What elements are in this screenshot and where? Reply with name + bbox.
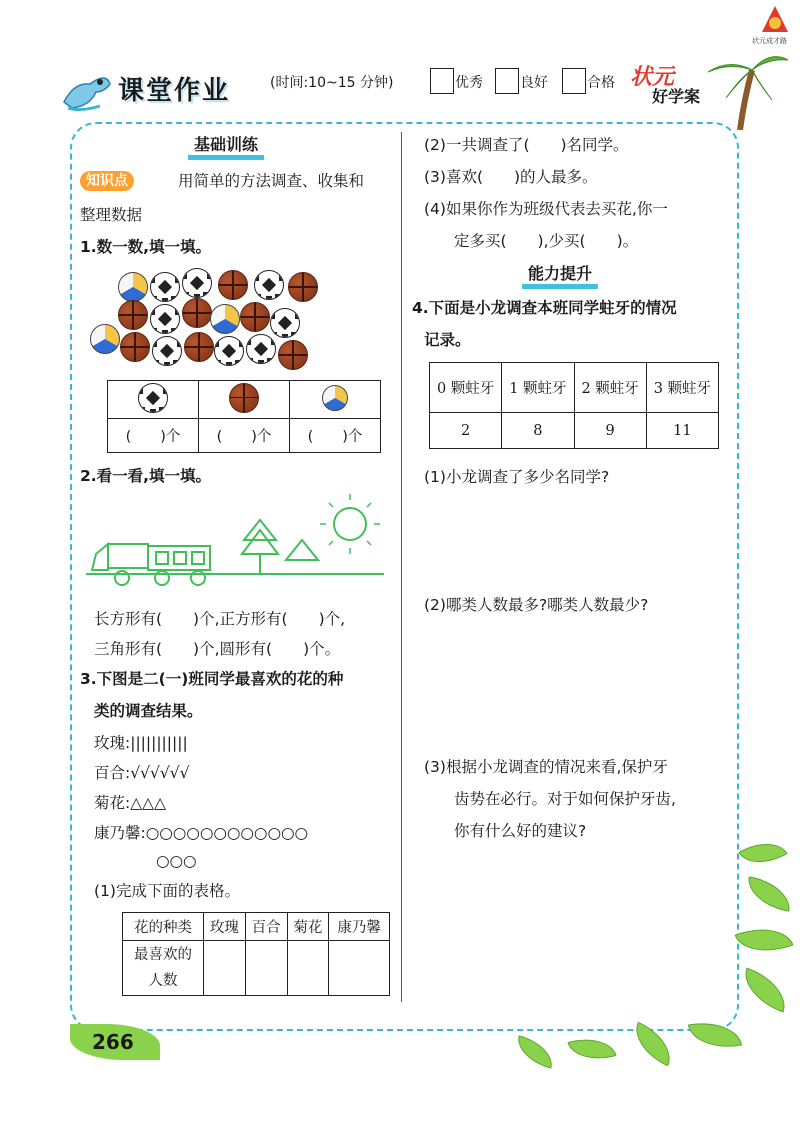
table-header-cell: 花的种类 (123, 913, 204, 941)
table-header-cell: 玫瑰 (204, 913, 246, 941)
leaf-icon (736, 967, 793, 1012)
table-header-cell: 2 颗蛀牙 (574, 363, 646, 413)
q3-title-line2: 类的调查结果。 (94, 702, 203, 720)
leaf-icon (738, 831, 787, 875)
answer-cell-carnation[interactable] (329, 941, 390, 996)
basketball-icon (182, 298, 212, 328)
soccer-ball-icon (150, 272, 180, 302)
answer-cell-lily[interactable] (245, 941, 287, 996)
q1-title: 1.数一数,填一填。 (80, 238, 212, 256)
q3-sub1: (1)完成下面的表格。 (94, 882, 240, 900)
table-value-cell: 8 (502, 413, 574, 449)
volleyball-icon (118, 272, 148, 302)
carnation-tally-line1: 康乃馨:○○○○○○○○○○○○ (94, 824, 309, 842)
section-title-basic: 基础训练 (188, 135, 264, 160)
carnation-tally-line2: ○○○ (156, 852, 197, 870)
grade-label-excellent: 优秀 (455, 75, 483, 91)
table-header-cell: 0 颗蛀牙 (430, 363, 502, 413)
brand-name: 状元 (630, 65, 675, 90)
truck-scene-drawing (86, 492, 386, 602)
table-row-label (123, 941, 204, 996)
worksheet-title: 课堂作业 (118, 76, 231, 106)
q4-sub3-line2: 齿势在必行。对于如何保护牙齿, (454, 790, 676, 808)
time-note: (时间:10~15 分钟) (270, 75, 394, 91)
q3-sub3: (3)喜欢( )的人最多。 (424, 168, 598, 186)
q3-sub4-line1: (4)如果你作为班级代表去买花,你一 (424, 200, 668, 218)
lily-tally: 百合:√√√√√√ (94, 764, 190, 782)
row-label-line2: 人数 (148, 973, 178, 989)
soccer-ball-icon (150, 304, 180, 334)
count-cell-volleyball[interactable]: ( )个 (290, 419, 381, 453)
leaf-icon (513, 1035, 558, 1069)
leaf-icon (744, 876, 794, 912)
soccer-ball-icon (246, 334, 276, 364)
table-cell (108, 381, 199, 419)
grade-box-excellent[interactable] (430, 68, 454, 94)
soccer-ball-icon (138, 383, 168, 413)
count-cell-soccer[interactable]: ( )个 (108, 419, 199, 453)
publisher-logo-icon (760, 4, 790, 34)
q3-title-line1: 3.下图是二(一)班同学最喜欢的花的种 (80, 670, 344, 688)
row-label-line1: 最喜欢的 (134, 947, 192, 963)
chrysanthemum-tally: 菊花:△△△ (94, 794, 166, 812)
table-header-cell: 1 颗蛀牙 (502, 363, 574, 413)
page-number: 266 (92, 1030, 134, 1054)
table-header-cell: 百合 (245, 913, 287, 941)
basketball-icon (120, 332, 150, 362)
table-header-cell: 康乃馨 (329, 913, 390, 941)
volleyball-icon (210, 304, 240, 334)
rose-tally: 玫瑰:||||||||||| (94, 734, 188, 752)
q4-sub3-line1: (3)根据小龙调查的情况来看,保护牙 (424, 758, 668, 776)
dragon-mascot-icon (60, 62, 116, 114)
answer-cell-chrysanthemum[interactable] (287, 941, 329, 996)
table-value-cell: 11 (646, 413, 718, 449)
q4-sub1: (1)小龙调查了多少名同学? (424, 468, 610, 486)
section-title-advanced: 能力提升 (522, 264, 598, 289)
grade-box-good[interactable] (495, 68, 519, 94)
column-divider (401, 132, 402, 1002)
knowledge-point (80, 170, 134, 190)
q4-sub2: (2)哪类人数最多?哪类人数最少? (424, 596, 649, 614)
basketball-icon (218, 270, 248, 300)
q2-title: 2.看一看,填一填。 (80, 467, 212, 485)
flower-table (122, 912, 390, 996)
q3-sub2: (2)一共调查了( )名同学。 (424, 136, 629, 154)
answer-area-q4-3[interactable] (424, 850, 724, 1000)
soccer-ball-icon (254, 270, 284, 300)
grade-label-pass: 合格 (587, 75, 615, 91)
leaf-icon (567, 1031, 616, 1068)
brand-subtitle: 好学案 (652, 87, 701, 106)
basketball-icon (278, 340, 308, 370)
soccer-ball-icon (152, 336, 182, 366)
knowledge-text-line1: 用简单的方法调查、收集和 (178, 172, 365, 190)
answer-area-q4-1[interactable] (424, 492, 724, 588)
basketball-icon (229, 383, 259, 413)
answer-area-q4-2[interactable] (424, 620, 724, 750)
table-value-cell: 9 (574, 413, 646, 449)
q3-sub4-line2: 定多买( ),少买( )。 (454, 232, 639, 250)
q4-title-line2: 记录。 (424, 331, 471, 349)
soccer-ball-icon (214, 336, 244, 366)
q2-line2: 三角形有( )个,圆形有( )个。 (94, 640, 341, 658)
basketball-icon (288, 272, 318, 302)
grade-label-good: 良好 (520, 75, 548, 91)
table-header-cell: 菊花 (287, 913, 329, 941)
volleyball-icon (322, 385, 348, 411)
knowledge-text-line2: 整理数据 (80, 206, 143, 224)
ball-count-table (107, 380, 381, 453)
answer-cell-rose[interactable] (204, 941, 246, 996)
soccer-ball-icon (270, 308, 300, 338)
cavity-table (429, 362, 719, 449)
palm-tree-icon (700, 40, 790, 130)
table-header-cell: 3 颗蛀牙 (646, 363, 718, 413)
q4-sub3-line3: 你有什么好的建议? (454, 822, 587, 840)
table-cell (199, 381, 290, 419)
basketball-icon (240, 302, 270, 332)
table-value-cell: 2 (430, 413, 502, 449)
grade-box-pass[interactable] (562, 68, 586, 94)
basketball-icon (184, 332, 214, 362)
basketball-icon (118, 300, 148, 330)
q2-line1: 长方形有( )个,正方形有( )个, (94, 610, 346, 628)
table-cell (290, 381, 381, 419)
q4-title-line1: 4.下面是小龙调查本班同学蛀牙的情况 (412, 299, 677, 317)
leaf-icon (734, 917, 793, 963)
publisher-label: 状元成才路 (752, 37, 787, 45)
soccer-ball-icon (182, 268, 212, 298)
volleyball-icon (90, 324, 120, 354)
knowledge-badge: 知识点 (80, 171, 134, 191)
count-cell-basketball[interactable]: ( )个 (199, 419, 290, 453)
